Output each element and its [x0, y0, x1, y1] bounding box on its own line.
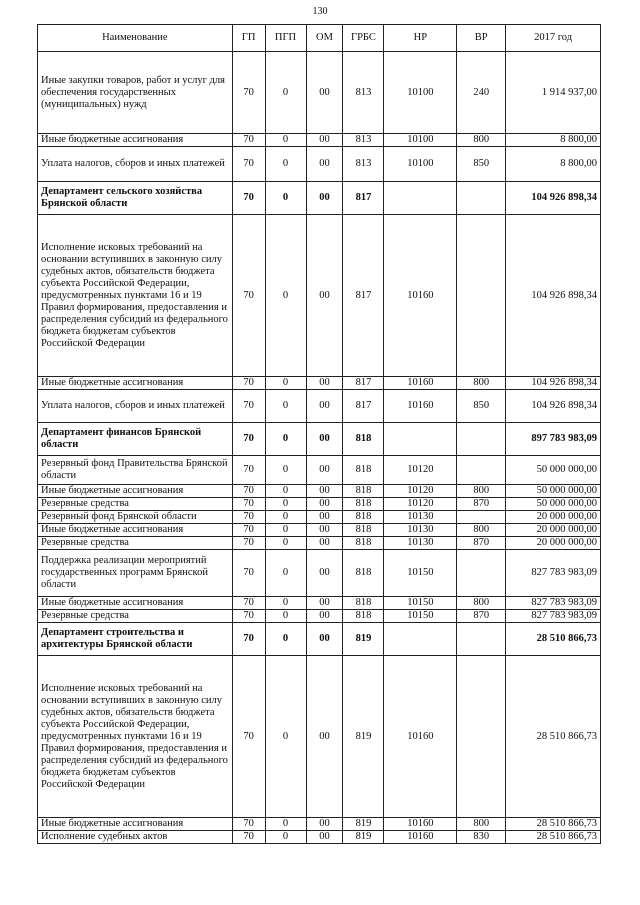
cell-nr: 10100 [384, 134, 457, 147]
cell-om: 00 [306, 134, 343, 147]
cell-gp: 70 [232, 423, 265, 456]
cell-vr [457, 623, 506, 656]
table-row [38, 390, 601, 423]
cell-pgp: 0 [265, 498, 306, 511]
cell-amount: 50 000 000,00 [506, 456, 601, 485]
cell-name: Резервные средства [38, 537, 233, 550]
cell-om: 00 [306, 52, 343, 134]
cell-amount: 28 510 866,73 [506, 831, 601, 844]
cell-amount: 28 510 866,73 [506, 818, 601, 831]
cell-grbs: 813 [343, 134, 384, 147]
table-row [38, 524, 601, 537]
cell-amount: 50 000 000,00 [506, 485, 601, 498]
cell-nr: 10150 [384, 550, 457, 597]
cell-amount: 8 800,00 [506, 147, 601, 182]
cell-om: 00 [306, 498, 343, 511]
cell-name: Уплата налогов, сборов и иных платежей [38, 147, 233, 182]
cell-gp: 70 [232, 610, 265, 623]
cell-nr: 10150 [384, 597, 457, 610]
cell-vr: 800 [457, 818, 506, 831]
cell-name: Исполнение исковых требований на основании вступивших в законную силу судебных актов, обязательств бюджета субъекта Российской Федерации, предусмотренных пунктами 16 и 19 Правил формирования, предоставления и распределения субсидий из федерального бюджета бюджетам субъектов Российской Федерации [38, 215, 233, 377]
cell-vr: 800 [457, 377, 506, 390]
cell-gp: 70 [232, 377, 265, 390]
cell-gp: 70 [232, 597, 265, 610]
cell-om: 00 [306, 215, 343, 377]
column-header-pgp: ПГП [265, 25, 306, 52]
cell-nr: 10160 [384, 656, 457, 818]
cell-amount: 104 926 898,34 [506, 377, 601, 390]
cell-nr: 10100 [384, 147, 457, 182]
cell-nr [384, 623, 457, 656]
column-header-om: ОМ [306, 25, 343, 52]
page-number: 130 [312, 6, 328, 17]
cell-pgp: 0 [265, 423, 306, 456]
cell-om: 00 [306, 623, 343, 656]
cell-nr: 10120 [384, 456, 457, 485]
cell-om: 00 [306, 550, 343, 597]
cell-gp: 70 [232, 818, 265, 831]
cell-pgp: 0 [265, 550, 306, 597]
cell-om: 00 [306, 147, 343, 182]
cell-name: Иные закупки товаров, работ и услуг для обеспечения государственных (муниципальных) нужд [38, 52, 233, 134]
cell-vr [457, 215, 506, 377]
cell-vr [457, 550, 506, 597]
cell-vr: 870 [457, 537, 506, 550]
cell-vr: 800 [457, 134, 506, 147]
cell-pgp: 0 [265, 147, 306, 182]
cell-om: 00 [306, 511, 343, 524]
cell-pgp: 0 [265, 511, 306, 524]
table-row [38, 456, 601, 485]
cell-grbs: 817 [343, 182, 384, 215]
cell-grbs: 818 [343, 423, 384, 456]
cell-nr: 10150 [384, 610, 457, 623]
cell-gp: 70 [232, 134, 265, 147]
cell-nr: 10160 [384, 215, 457, 377]
cell-amount: 28 510 866,73 [506, 623, 601, 656]
cell-pgp: 0 [265, 597, 306, 610]
cell-gp: 70 [232, 182, 265, 215]
cell-nr [384, 182, 457, 215]
cell-amount: 28 510 866,73 [506, 656, 601, 818]
cell-gp: 70 [232, 215, 265, 377]
cell-name: Исполнение судебных актов [38, 831, 233, 844]
cell-pgp: 0 [265, 377, 306, 390]
cell-gp: 70 [232, 511, 265, 524]
cell-gp: 70 [232, 456, 265, 485]
cell-grbs: 819 [343, 831, 384, 844]
cell-grbs: 813 [343, 52, 384, 134]
cell-nr: 10160 [384, 390, 457, 423]
cell-pgp: 0 [265, 134, 306, 147]
cell-grbs: 817 [343, 377, 384, 390]
cell-om: 00 [306, 537, 343, 550]
cell-name: Иные бюджетные ассигнования [38, 377, 233, 390]
cell-name: Иные бюджетные ассигнования [38, 597, 233, 610]
cell-om: 00 [306, 485, 343, 498]
cell-nr: 10160 [384, 377, 457, 390]
table-row [38, 597, 601, 610]
table-row [38, 511, 601, 524]
cell-name: Департамент строительства и архитектуры Брянской области [38, 623, 233, 656]
cell-amount: 897 783 983,09 [506, 423, 601, 456]
cell-pgp: 0 [265, 623, 306, 656]
column-header-gp: ГП [232, 25, 265, 52]
cell-pgp: 0 [265, 215, 306, 377]
cell-nr: 10160 [384, 818, 457, 831]
cell-vr: 800 [457, 524, 506, 537]
table-row [38, 656, 601, 818]
cell-name: Резервный фонд Брянской области [38, 511, 233, 524]
table-row [38, 818, 601, 831]
cell-amount: 50 000 000,00 [506, 498, 601, 511]
cell-grbs: 819 [343, 623, 384, 656]
table-row [38, 423, 601, 456]
cell-nr: 10130 [384, 524, 457, 537]
cell-amount: 104 926 898,34 [506, 390, 601, 423]
cell-grbs: 818 [343, 498, 384, 511]
cell-name: Резервные средства [38, 610, 233, 623]
cell-vr: 830 [457, 831, 506, 844]
table-row [38, 831, 601, 844]
cell-vr: 870 [457, 498, 506, 511]
cell-name: Резервные средства [38, 498, 233, 511]
cell-grbs: 818 [343, 610, 384, 623]
cell-gp: 70 [232, 831, 265, 844]
cell-pgp: 0 [265, 456, 306, 485]
column-header-nr: НР [384, 25, 457, 52]
cell-grbs: 818 [343, 511, 384, 524]
cell-om: 00 [306, 377, 343, 390]
cell-amount: 20 000 000,00 [506, 537, 601, 550]
cell-grbs: 817 [343, 390, 384, 423]
cell-name: Департамент финансов Брянской области [38, 423, 233, 456]
table-row [38, 485, 601, 498]
cell-pgp: 0 [265, 485, 306, 498]
cell-grbs: 818 [343, 485, 384, 498]
cell-amount: 827 783 983,09 [506, 550, 601, 597]
cell-name: Исполнение исковых требований на основании вступивших в законную силу судебных актов, обязательств бюджета субъекта Российской Федерации, предусмотренных пунктами 16 и 19 Правил формирования, предоставления и распределения субсидий из федерального бюджета бюджетам субъектов Российской Федерации [38, 656, 233, 818]
cell-om: 00 [306, 423, 343, 456]
column-header-grbs: ГРБС [343, 25, 384, 52]
cell-vr: 850 [457, 147, 506, 182]
cell-grbs: 819 [343, 656, 384, 818]
table-row [38, 610, 601, 623]
cell-pgp: 0 [265, 831, 306, 844]
cell-om: 00 [306, 610, 343, 623]
cell-amount: 20 000 000,00 [506, 511, 601, 524]
cell-gp: 70 [232, 656, 265, 818]
cell-gp: 70 [232, 147, 265, 182]
table-row [38, 537, 601, 550]
cell-pgp: 0 [265, 656, 306, 818]
table-row [38, 215, 601, 377]
cell-amount: 8 800,00 [506, 134, 601, 147]
cell-pgp: 0 [265, 524, 306, 537]
cell-name: Иные бюджетные ассигнования [38, 485, 233, 498]
budget-table [37, 24, 601, 844]
cell-gp: 70 [232, 623, 265, 656]
cell-pgp: 0 [265, 390, 306, 423]
cell-gp: 70 [232, 52, 265, 134]
cell-amount: 827 783 983,09 [506, 610, 601, 623]
cell-grbs: 819 [343, 818, 384, 831]
cell-om: 00 [306, 597, 343, 610]
cell-vr [457, 456, 506, 485]
cell-name: Резервный фонд Правительства Брянской области [38, 456, 233, 485]
cell-vr [457, 511, 506, 524]
column-header-year: 2017 год [506, 25, 601, 52]
cell-grbs: 813 [343, 147, 384, 182]
cell-nr [384, 423, 457, 456]
table-row [38, 550, 601, 597]
cell-pgp: 0 [265, 610, 306, 623]
cell-gp: 70 [232, 537, 265, 550]
cell-amount: 104 926 898,34 [506, 182, 601, 215]
cell-om: 00 [306, 818, 343, 831]
cell-amount: 1 914 937,00 [506, 52, 601, 134]
cell-gp: 70 [232, 524, 265, 537]
cell-nr: 10120 [384, 485, 457, 498]
table-row [38, 623, 601, 656]
table-header-row [38, 25, 601, 52]
table-row [38, 134, 601, 147]
cell-grbs: 818 [343, 597, 384, 610]
cell-om: 00 [306, 656, 343, 818]
cell-grbs: 818 [343, 550, 384, 597]
cell-vr [457, 182, 506, 215]
cell-vr: 800 [457, 485, 506, 498]
cell-name: Уплата налогов, сборов и иных платежей [38, 390, 233, 423]
cell-vr [457, 656, 506, 818]
cell-nr: 10100 [384, 52, 457, 134]
cell-om: 00 [306, 182, 343, 215]
table-row [38, 498, 601, 511]
cell-pgp: 0 [265, 182, 306, 215]
cell-vr: 240 [457, 52, 506, 134]
cell-name: Поддержка реализации мероприятий государственных программ Брянской области [38, 550, 233, 597]
cell-pgp: 0 [265, 52, 306, 134]
cell-om: 00 [306, 390, 343, 423]
cell-pgp: 0 [265, 537, 306, 550]
cell-gp: 70 [232, 498, 265, 511]
cell-amount: 827 783 983,09 [506, 597, 601, 610]
column-header-name: Наименование [38, 25, 233, 52]
cell-grbs: 818 [343, 524, 384, 537]
cell-pgp: 0 [265, 818, 306, 831]
cell-gp: 70 [232, 390, 265, 423]
cell-amount: 20 000 000,00 [506, 524, 601, 537]
cell-gp: 70 [232, 550, 265, 597]
cell-nr: 10120 [384, 498, 457, 511]
cell-vr: 870 [457, 610, 506, 623]
cell-gp: 70 [232, 485, 265, 498]
table-row [38, 147, 601, 182]
cell-vr: 800 [457, 597, 506, 610]
cell-nr: 10130 [384, 511, 457, 524]
table-row [38, 377, 601, 390]
table-row [38, 52, 601, 134]
cell-om: 00 [306, 524, 343, 537]
cell-name: Иные бюджетные ассигнования [38, 524, 233, 537]
table-row [38, 182, 601, 215]
cell-name: Департамент сельского хозяйства Брянской области [38, 182, 233, 215]
cell-vr: 850 [457, 390, 506, 423]
cell-om: 00 [306, 831, 343, 844]
cell-name: Иные бюджетные ассигнования [38, 134, 233, 147]
cell-name: Иные бюджетные ассигнования [38, 818, 233, 831]
cell-grbs: 817 [343, 215, 384, 377]
cell-amount: 104 926 898,34 [506, 215, 601, 377]
cell-om: 00 [306, 456, 343, 485]
cell-grbs: 818 [343, 537, 384, 550]
cell-grbs: 818 [343, 456, 384, 485]
cell-nr: 10160 [384, 831, 457, 844]
column-header-vr: ВР [457, 25, 506, 52]
cell-nr: 10130 [384, 537, 457, 550]
cell-vr [457, 423, 506, 456]
